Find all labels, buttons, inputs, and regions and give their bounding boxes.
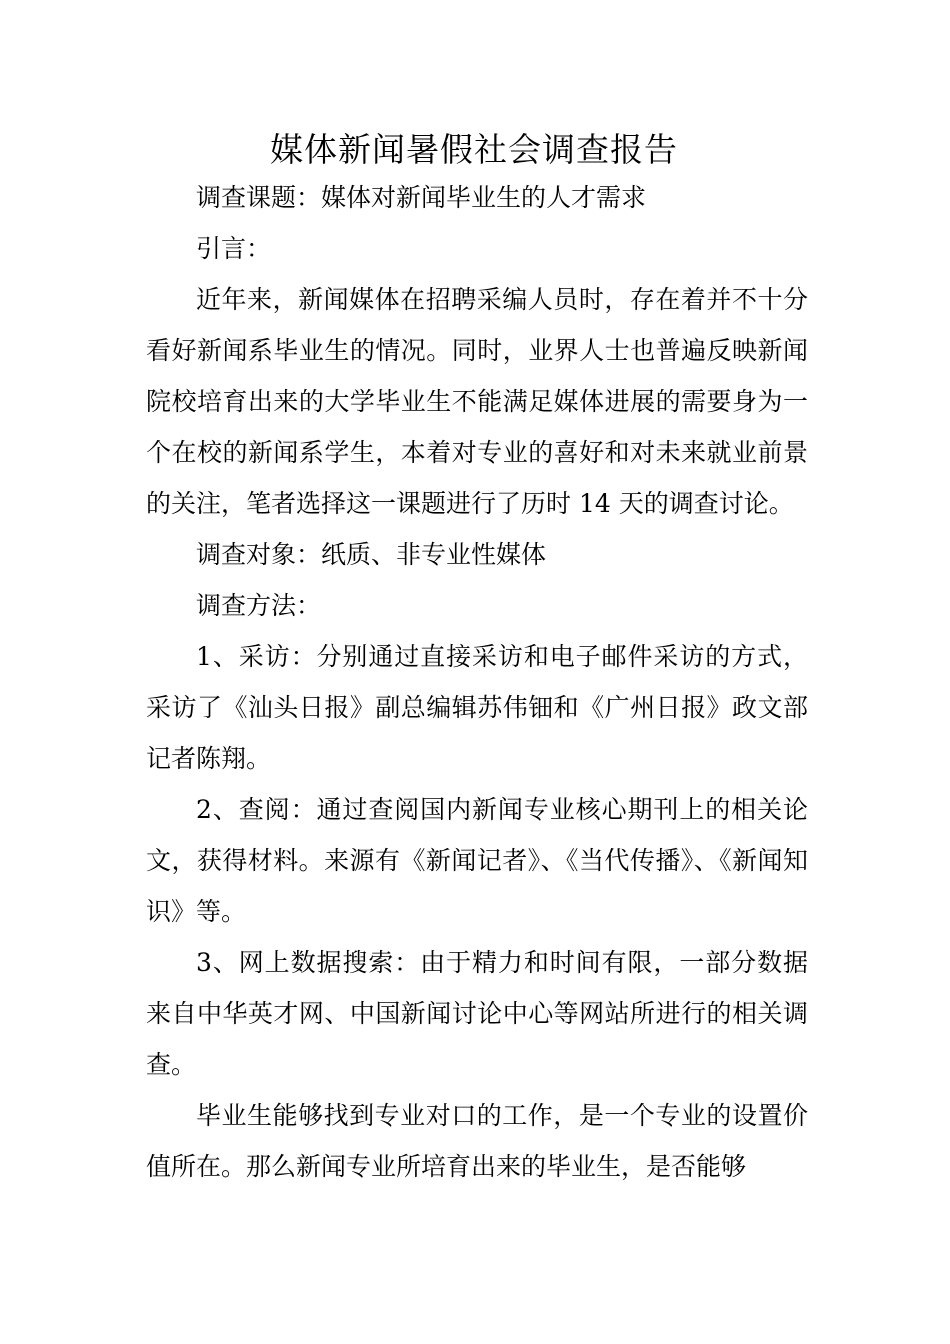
- paragraph-method-review: 2、查阅：通过查阅国内新闻专业核心期刊上的相关论文，获得材料。来源有《新闻记者》、《当代传播》、《新闻知识》等。: [146, 795, 808, 926]
- paragraph-method-interview: 1、采访：分别通过直接采访和电子邮件采访的方式，采访了《汕头日报》副总编辑苏伟钿和《广州日报》政文部记者陈翔。: [146, 642, 808, 773]
- paragraph-method-online: 3、网上数据搜索：由于精力和时间有限，一部分数据来自中华英才网、中国新闻讨论中心等网站所进行的相关调查。: [146, 948, 808, 1079]
- paragraph-method-heading: 调查方法：: [196, 591, 322, 620]
- paragraph-intro-heading: 引言：: [196, 234, 272, 263]
- document-title: 媒体新闻暑假社会调查报告: [270, 130, 678, 169]
- paragraph-topic: 调查课题：媒体对新闻毕业生的人才需求: [196, 183, 647, 212]
- paragraph-body: 毕业生能够找到专业对口的工作，是一个专业的设置价值所在。那么新闻专业所培育出来的毕业生，是否能够: [146, 1101, 808, 1181]
- paragraph-intro: 近年来，新闻媒体在招聘采编人员时，存在着并不十分看好新闻系毕业生的情况。同时，业界人士也普遍反映新闻院校培育出来的大学毕业生不能满足媒体进展的需要身为一个在校的新闻系学生，本着对专业的喜好和对未来就业前景的关注，笔者选择这一课题进行了历时 14 天的调查讨论。: [146, 285, 808, 518]
- paragraph-subject: 调查对象：纸质、非专业性媒体: [196, 540, 547, 569]
- document-body: [146, 172, 808, 1192]
